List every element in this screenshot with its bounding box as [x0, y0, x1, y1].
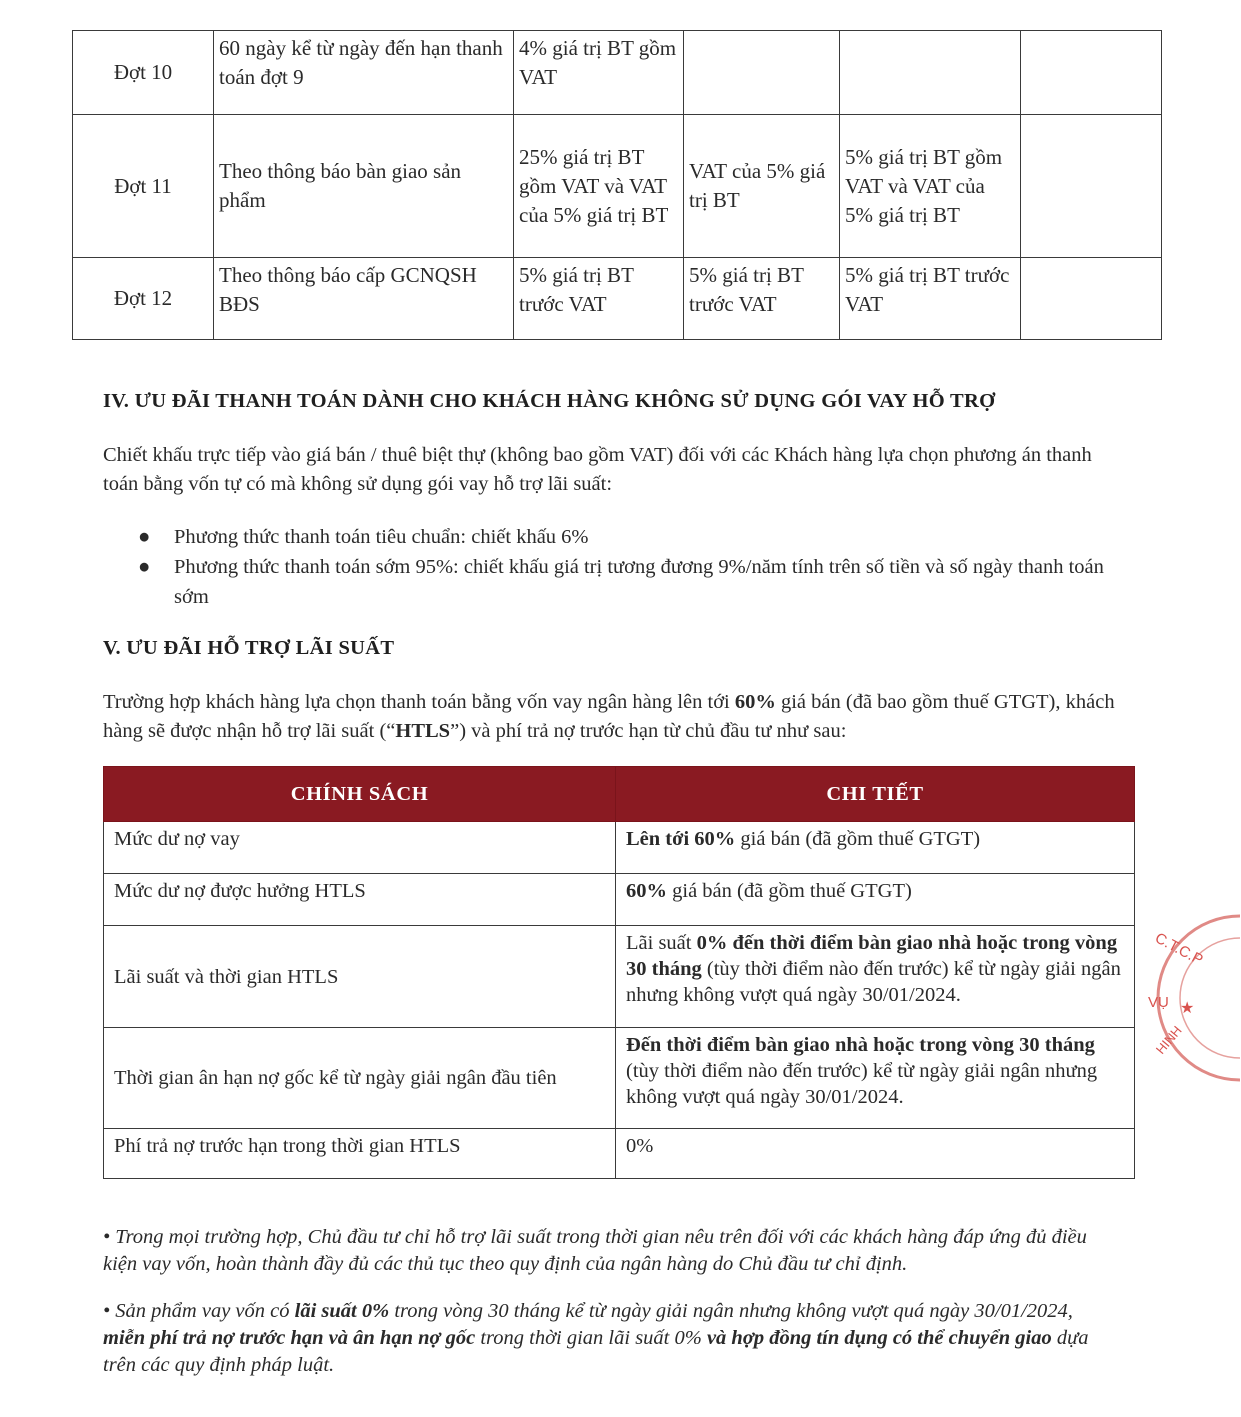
policy-detail: 0%	[616, 1129, 1135, 1179]
policy-label: Mức dư nợ vay	[104, 822, 616, 874]
table-row	[104, 926, 1135, 1028]
table-row	[73, 258, 1162, 340]
table-header-row	[104, 767, 1135, 822]
column-header-detail: CHI TIẾT	[616, 767, 1135, 822]
policy-label: Mức dư nợ được hưởng HTLS	[104, 874, 616, 926]
bullet-icon: ●	[138, 556, 151, 578]
section-v-intro: Trường hợp khách hàng lựa chọn thanh toán bằng vốn vay ngân hàng lên tới 60% giá bán (đã bao gồm thuế GTGT), khách hàng sẽ được nhận hỗ trợ lãi suất (“HTLS”) và phí trả nợ trước hạn từ chủ đầu tư như sau:	[103, 691, 1115, 742]
policy-detail: 60% giá bán (đã gồm thuế GTGT)	[616, 874, 1135, 926]
policy-label: Thời gian ân hạn nợ gốc kể từ ngày giải ngân đầu tiên	[104, 1028, 616, 1129]
list-item: ● Phương thức thanh toán sớm 95%: chiết khấu giá trị tương đương 9%/năm tính trên số tiền và số ngày thanh toán sớm	[138, 552, 1128, 612]
policy-detail: Đến thời điểm bàn giao nhà hoặc trong vòng 30 tháng (tùy thời điểm nào đến trước) kể từ ngày giải ngân nhưng không vượt quá ngày 30/01/2024.	[616, 1028, 1135, 1129]
rate-cell: 5% giá trị BT trước VAT	[514, 258, 684, 340]
phase-cell: Đợt 12	[73, 258, 214, 340]
phase-cell: Đợt 11	[73, 115, 214, 258]
rate-cell	[840, 31, 1021, 115]
section-heading-iv: IV. ƯU ĐÃI THANH TOÁN DÀNH CHO KHÁCH HÀNG KHÔNG SỬ DỤNG GÓI VAY HỖ TRỢ	[103, 390, 996, 412]
interest-support-table	[103, 766, 1135, 1179]
svg-text:★: ★	[1180, 1000, 1195, 1017]
rate-cell: VAT của 5% giá trị BT	[684, 115, 840, 258]
phase-cell: Đợt 10	[73, 31, 214, 115]
table-row	[73, 31, 1162, 115]
rate-cell	[1021, 31, 1162, 115]
note-2: • Sản phẩm vay vốn có lãi suất 0% trong vòng 30 tháng kể từ ngày giải ngân nhưng không vượt quá ngày 30/01/2024, miễn phí trả nợ trước hạn và ân hạn nợ gốc trong thời gian lãi suất 0% và hợp đồng tín dụng có thể chuyển giao dựa trên các quy định pháp luật.	[103, 1300, 1089, 1376]
svg-text:VỤ: VỤ	[1148, 994, 1169, 1011]
svg-text:HINH: HINH	[1152, 1022, 1185, 1057]
table-row	[104, 874, 1135, 926]
rate-cell: 25% giá trị BT gồm VAT và VAT của 5% giá trị BT	[514, 115, 684, 258]
column-header-policy: CHÍNH SÁCH	[104, 767, 616, 822]
rate-cell: 5% giá trị BT trước VAT	[684, 258, 840, 340]
policy-detail: Lên tới 60% giá bán (đã gồm thuế GTGT)	[616, 822, 1135, 874]
policy-detail: Lãi suất 0% đến thời điểm bàn giao nhà hoặc trong vòng 30 tháng (tùy thời điểm nào đến trước) kể từ ngày giải ngân nhưng không vượt quá ngày 30/01/2024.	[616, 926, 1135, 1028]
time-cell: Theo thông báo cấp GCNQSH BĐS	[214, 258, 514, 340]
policy-label: Phí trả nợ trước hạn trong thời gian HTLS	[104, 1129, 616, 1179]
rate-cell	[1021, 258, 1162, 340]
time-cell: 60 ngày kể từ ngày đến hạn thanh toán đợt 9	[214, 31, 514, 115]
payment-schedule-table	[72, 30, 1162, 340]
note-1: • Trong mọi trường hợp, Chủ đầu tư chỉ hỗ trợ lãi suất trong thời gian nêu trên đối với các khách hàng đáp ứng đủ điều kiện vay vốn, hoàn thành đầy đủ các thủ tục theo quy định của ngân hàng do Chủ đầu tư chỉ định.	[103, 1226, 1087, 1275]
rate-cell: 5% giá trị BT trước VAT	[840, 258, 1021, 340]
rate-cell: 5% giá trị BT gồm VAT và VAT của 5% giá trị BT	[840, 115, 1021, 258]
policy-label: Lãi suất và thời gian HTLS	[104, 926, 616, 1028]
section-iv-intro: Chiết khấu trực tiếp vào giá bán / thuê biệt thự (không bao gồm VAT) đối với các Khách hàng lựa chọn phương án thanh toán bằng vốn tự có mà không sử dụng gói vay hỗ trợ lãi suất:	[103, 444, 1092, 495]
svg-text:C.T.C.P: C.T.C.P	[1152, 929, 1206, 969]
table-row	[104, 1028, 1135, 1129]
list-item: ● Phương thức thanh toán tiêu chuẩn: chiết khấu 6%	[138, 522, 1128, 552]
stamp-seal-icon	[1140, 905, 1240, 1091]
rate-cell	[1021, 115, 1162, 258]
table-row	[104, 822, 1135, 874]
table-row	[73, 115, 1162, 258]
company-stamp	[1140, 905, 1240, 1091]
bullet-icon: ●	[138, 526, 151, 548]
rate-cell	[684, 31, 840, 115]
rate-cell: 4% giá trị BT gồm VAT	[514, 31, 684, 115]
time-cell: Theo thông báo bàn giao sản phẩm	[214, 115, 514, 258]
section-heading-v: V. ƯU ĐÃI HỖ TRỢ LÃI SUẤT	[103, 637, 395, 659]
table-row	[104, 1129, 1135, 1179]
